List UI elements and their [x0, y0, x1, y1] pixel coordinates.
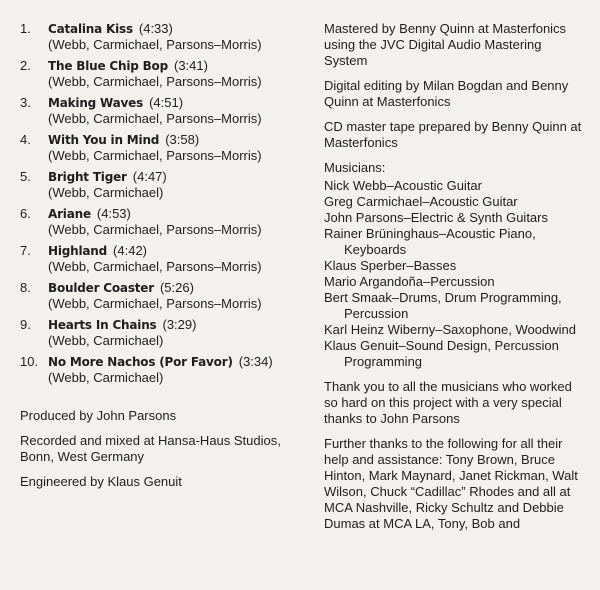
track-number: 6. [20, 206, 31, 221]
track-writers: (Webb, Carmichael, Parsons–Morris) [48, 222, 262, 237]
track-title: Ariane [48, 207, 91, 221]
track-item [20, 243, 305, 275]
musician-entry: John Parsons–Electric & Synth Guitars [324, 210, 548, 225]
track-item [20, 58, 305, 90]
track-duration: (4:42) [113, 243, 148, 258]
track-title: Hearts In Chains [48, 318, 157, 332]
track-title: Making Waves [48, 96, 144, 110]
notes-column [324, 21, 586, 541]
track-duration: (3:58) [165, 132, 200, 147]
production-credits [20, 408, 305, 490]
engineered-by: Engineered by Klaus Genuit [20, 474, 182, 489]
track-writers: (Webb, Carmichael, Parsons–Morris) [48, 296, 262, 311]
cd-master-note: CD master tape prepared by Benny Quinn at Masterfonics [324, 119, 582, 150]
musician-entry: Rainer Brüninghaus–Acoustic Piano, Keyboards [324, 226, 536, 257]
track-writers: (Webb, Carmichael, Parsons–Morris) [48, 74, 262, 89]
musician-entry: Mario Argandoña–Percussion [324, 274, 495, 289]
track-item [20, 132, 305, 164]
track-title: Catalina Kiss [48, 22, 133, 36]
track-item [20, 317, 305, 349]
tracklist-column [20, 21, 305, 499]
track-number: 1. [20, 21, 31, 36]
track-title: Boulder Coaster [48, 281, 154, 295]
musicians-heading: Musicians: [324, 160, 386, 175]
track-writers: (Webb, Carmichael, Parsons–Morris) [48, 37, 262, 52]
track-title: The Blue Chip Bop [48, 59, 168, 73]
recorded-at: Recorded and mixed at Hansa-Haus Studios, Bonn, West Germany [20, 433, 281, 464]
produced-by: Produced by John Parsons [20, 408, 177, 423]
track-title: Highland [48, 244, 108, 258]
track-duration: (3:34) [238, 354, 273, 369]
track-item [20, 21, 305, 53]
track-number: 4. [20, 132, 31, 147]
track-writers: (Webb, Carmichael) [48, 333, 164, 348]
track-duration: (4:33) [138, 21, 173, 36]
track-number: 7. [20, 243, 31, 258]
track-writers: (Webb, Carmichael) [48, 185, 164, 200]
track-title: Bright Tiger [48, 170, 127, 184]
track-writers: (Webb, Carmichael, Parsons–Morris) [48, 259, 262, 274]
track-duration: (3:29) [162, 317, 197, 332]
track-writers: (Webb, Carmichael) [48, 370, 164, 385]
musician-entry: Nick Webb–Acoustic Guitar [324, 178, 482, 193]
track-number: 2. [20, 58, 31, 73]
track-writers: (Webb, Carmichael, Parsons–Morris) [48, 148, 262, 163]
track-duration: (5:26) [159, 280, 194, 295]
track-number: 5. [20, 169, 31, 184]
track-item [20, 354, 305, 386]
track-number: 10. [20, 354, 39, 369]
track-number: 3. [20, 95, 31, 110]
track-number: 8. [20, 280, 31, 295]
musician-entry: Karl Heinz Wiberny–Saxophone, Woodwind [324, 322, 576, 337]
track-title: No More Nachos (Por Favor) [48, 355, 233, 369]
tracklist [20, 21, 305, 386]
musician-entry: Greg Carmichael–Acoustic Guitar [324, 194, 518, 209]
musicians-list [324, 178, 586, 370]
track-item [20, 206, 305, 238]
track-item [20, 95, 305, 127]
musician-entry: Klaus Sperber–Basses [324, 258, 457, 273]
thanks-note: Thank you to all the musicians who worked so hard on this project with a very special thanks to John Parsons [324, 379, 572, 426]
track-number: 9. [20, 317, 31, 332]
track-duration: (4:51) [149, 95, 184, 110]
track-title: With You in Mind [48, 133, 160, 147]
track-item [20, 280, 305, 312]
further-thanks-note: Further thanks to the following for all their help and assistance: Tony Brown, Bruce Hinton, Mark Maynard, Janet Rickman, Walt Wilson, Chuck “Cadillac” Rhodes and all at MCA Nashville, Ricky Schultz and Debbie Dumas at MCA LA, Tony, Bob and [324, 436, 578, 531]
track-writers: (Webb, Carmichael, Parsons–Morris) [48, 111, 262, 126]
track-duration: (3:41) [173, 58, 208, 73]
mastered-note: Mastered by Benny Quinn at Masterfonics using the JVC Digital Audio Mastering System [324, 21, 567, 68]
track-duration: (4:53) [96, 206, 131, 221]
track-item [20, 169, 305, 201]
musician-entry: Klaus Genuit–Sound Design, Percussion Programming [324, 338, 559, 369]
editing-note: Digital editing by Milan Bogdan and Benny Quinn at Masterfonics [324, 78, 569, 109]
track-duration: (4:47) [132, 169, 167, 184]
musician-entry: Bert Smaak–Drums, Drum Programming, Percussion [324, 290, 562, 321]
